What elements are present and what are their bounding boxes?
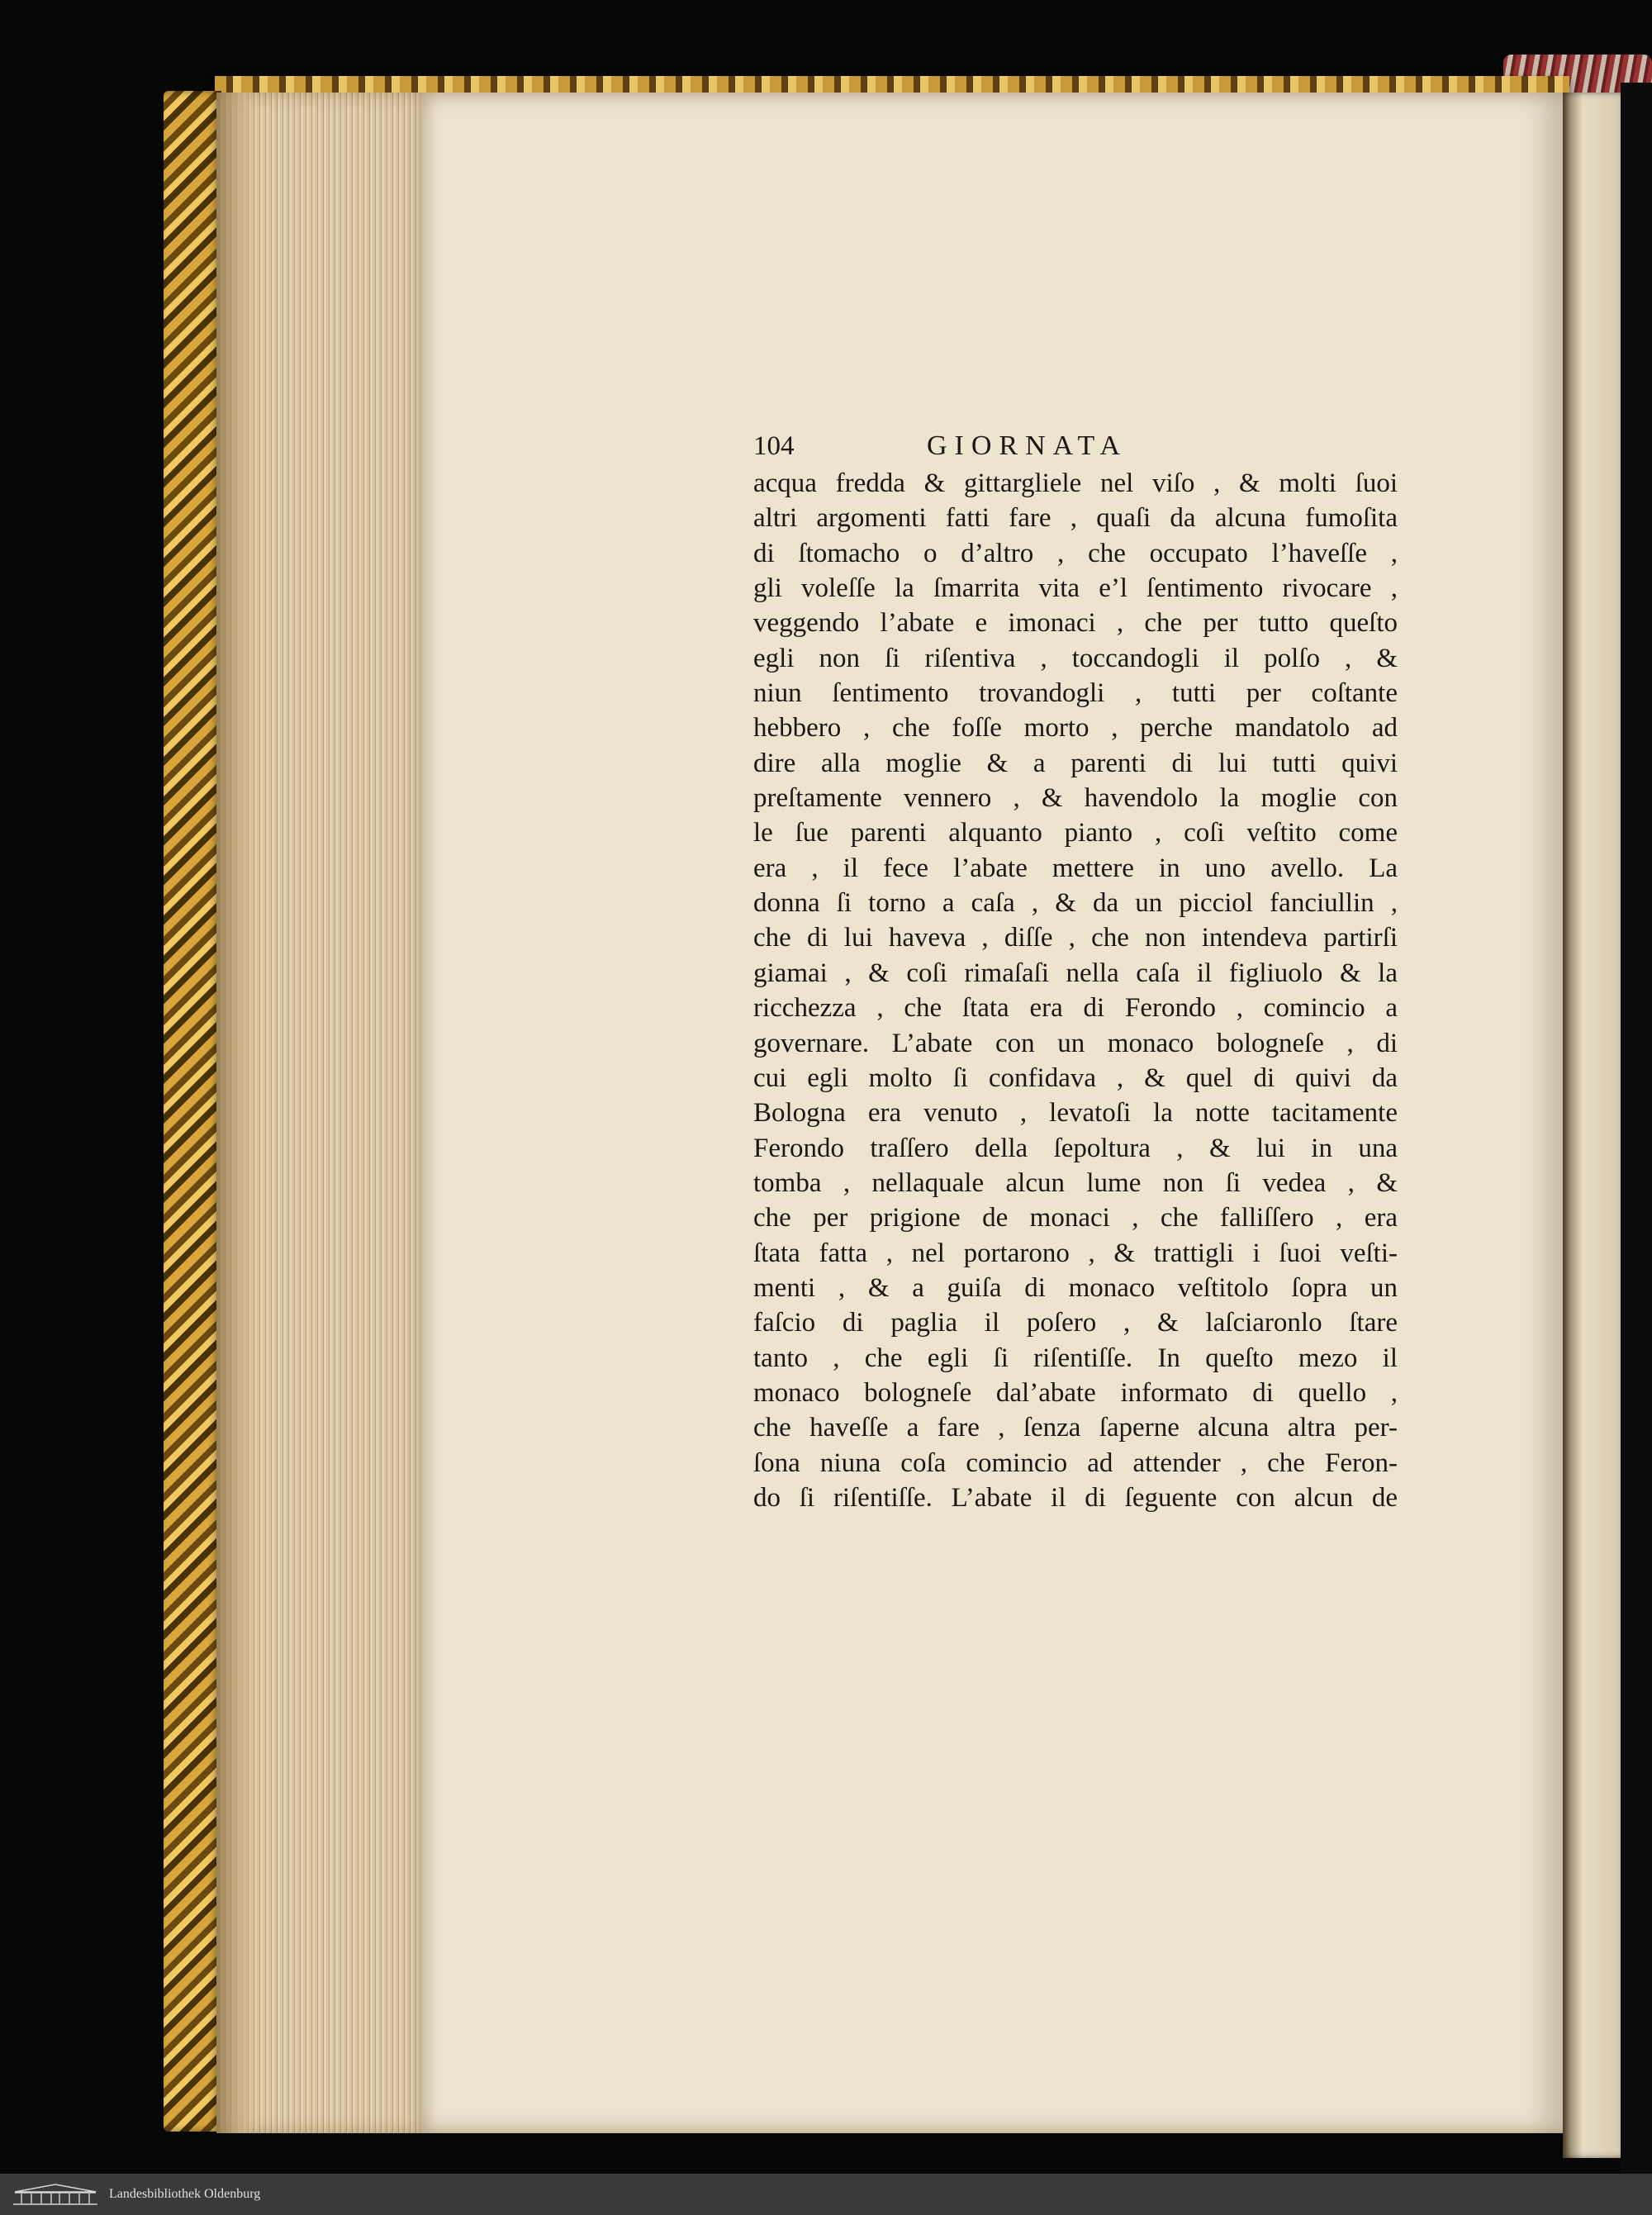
footer-bar	[0, 2174, 1652, 2215]
text-line: ſtata fatta , nel portarono , & trattigli i ſuoi veſti-	[753, 1238, 1398, 1268]
text-line: veggendo l’abate e imonaci , che per tutto queſto	[753, 608, 1398, 639]
text-line: donna ſi torno a caſa , & da un picciol fanciullin ,	[753, 888, 1398, 919]
text-line: dire alla moglie & a parenti di lui tutti quivi	[753, 748, 1398, 778]
text-line: gli voleſſe la ſmarrita vita e’l ſentimento rivocare ,	[753, 573, 1398, 604]
text-lines	[753, 466, 1398, 1515]
page-number: 104	[753, 431, 795, 461]
text-line: governare. L’abate con un monaco bologneſe , di	[753, 1028, 1398, 1058]
running-title: GIORNATA	[927, 430, 1128, 461]
text-line: che haveſſe a fare , ſenza ſaperne alcuna altra per-	[753, 1413, 1398, 1443]
text-line: ricchezza , che ſtata era di Ferondo , comincio a	[753, 993, 1398, 1024]
text-line: era , il fece l’abate mettere in uno avello. La	[753, 853, 1398, 883]
text-line: di ſtomacho o d’altro , che occupato l’haveſſe ,	[753, 538, 1398, 568]
text-line: che per prigione de monaci , che falliſſero , era	[753, 1203, 1398, 1233]
running-head	[753, 426, 1398, 466]
text-line: preſtamente vennero , & havendolo la moglie con	[753, 783, 1398, 814]
library-building-icon	[10, 2182, 101, 2207]
page-stack-shadow	[216, 93, 258, 2133]
library-name: Landesbibliothek Oldenburg	[109, 2187, 261, 2201]
text-line: faſcio di paglia il poſero , & laſciaronlo ſtare	[753, 1308, 1398, 1338]
text-line: le ſue parenti alquanto pianto , coſi veſtito come	[753, 818, 1398, 848]
text-line: tomba , nellaquale alcun lume non ſi vedea , &	[753, 1167, 1398, 1198]
text-line: tanto , che egli ſi riſentiſſe. In queſto mezo il	[753, 1343, 1398, 1373]
text-line: acqua fredda & gittargliele nel viſo , & molti ſuoi	[753, 468, 1398, 498]
text-line: Ferondo traſſero della ſepoltura , & lui in una	[753, 1133, 1398, 1163]
text-line: altri argomenti fatti fare , quaſi da alcuna fumoſita	[753, 503, 1398, 534]
text-line: monaco bologneſe dal’abate informato di quello ,	[753, 1377, 1398, 1408]
text-line: hebbero , che foſſe morto , perche mandatolo ad	[753, 713, 1398, 744]
text-line: niun ſentimento trovandogli , tutti per coſtante	[753, 678, 1398, 709]
facing-page-edge	[1563, 93, 1621, 2158]
text-line: menti , & a guiſa di monaco veſtitolo ſopra un	[753, 1272, 1398, 1303]
scan-right-margin	[1621, 83, 1652, 2174]
text-line: Bologna era venuto , levatoſi la notte tacitamente	[753, 1098, 1398, 1129]
text-line: egli non ſi riſentiva , toccandogli il polſo , &	[753, 643, 1398, 673]
text-line: ſona niuna coſa comincio ad attender , che Feron-	[753, 1447, 1398, 1478]
text-line: cui egli molto ſi confidava , & quel di quivi da	[753, 1062, 1398, 1093]
page-text-block	[753, 426, 1398, 1515]
text-line: giamai , & coſi rimaſaſi nella caſa il figliuolo & la	[753, 958, 1398, 988]
text-line: che di lui haveva , diſſe , che non intendeva partirſi	[753, 923, 1398, 953]
text-line: do ſi riſentiſſe. L’abate il di ſeguente con alcun de	[753, 1482, 1398, 1513]
gilt-spine-binding	[164, 91, 221, 2132]
